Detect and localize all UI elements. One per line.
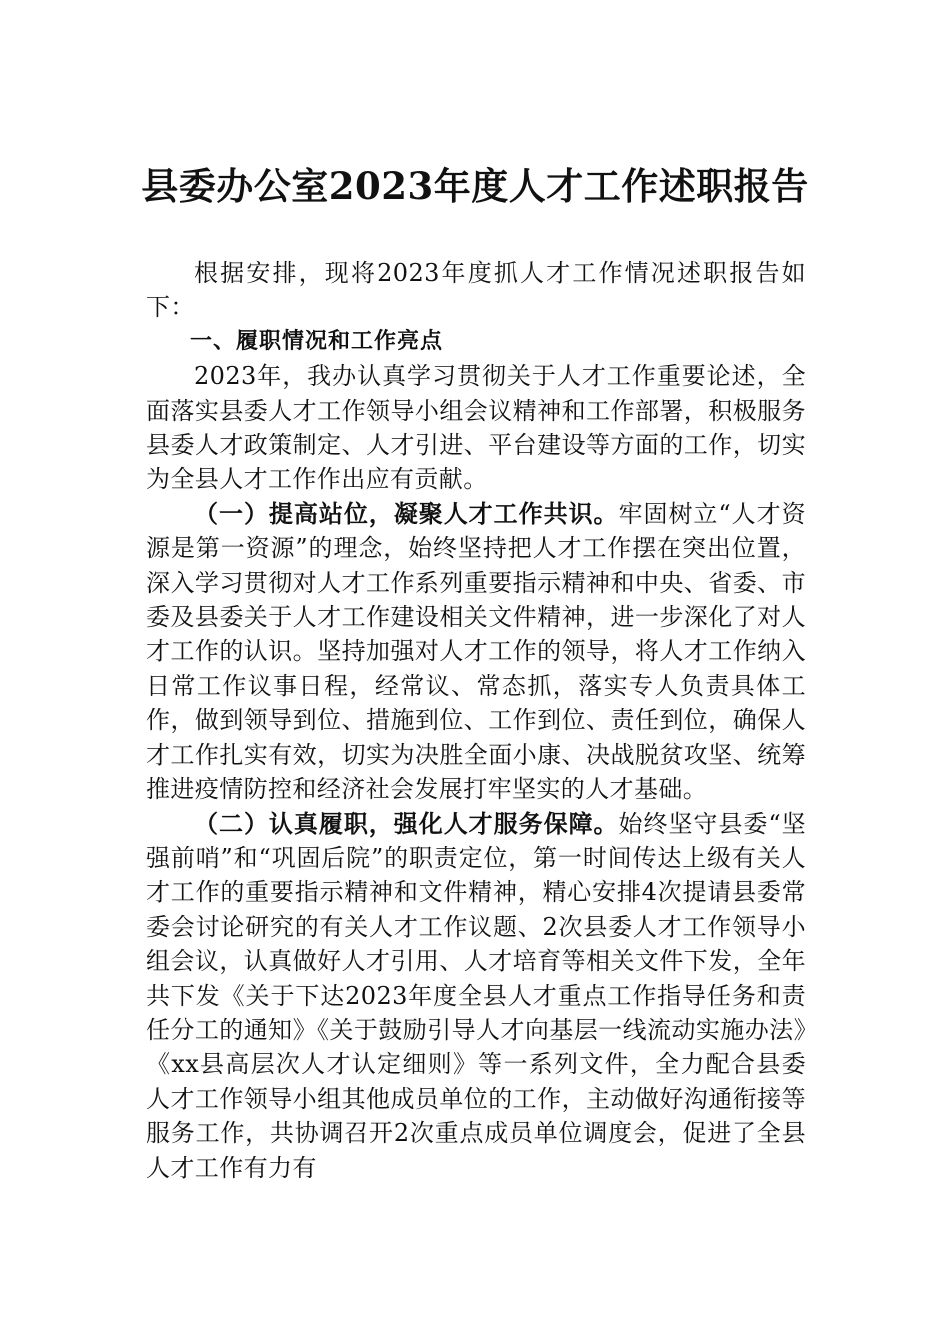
- paragraph-text: 始终坚守县委“坚强前哨”和“巩固后院”的职责定位，第一时间传达上级有关人才工作的重要指示精神和文件精神，精心安排4次提请县委常委会讨论研究的有关人才工作议题、2次县委人才工作领导小组会议，认真做好人才引用、人才培育等相关文件下发，全年共下发《关于下达2023年度全县人才重点工作指导任务和责任分工的通知》《关于鼓励引导人才向基层一线流动实施办法》《xx县高层次人才认定细则》等一系列文件，全力配合县委人才工作领导小组其他成员单位的工作，主动做好沟通衔接等服务工作，共协调召开2次重点成员单位调度会，促进了全县人才工作有力有: [146, 809, 806, 1182]
- heading-text: 一、履职情况和工作亮点: [190, 328, 444, 354]
- subsection-lead: （二）认真履职，强化人才服务保障。: [194, 808, 619, 838]
- subsection-paragraph-1: [146, 497, 806, 807]
- paragraph-text: 牢固树立“人才资源是第一资源”的理念，始终坚持把人才工作摆在突出位置，深入学习贯彻对人才工作系列重要指示精神和中央、省委、市委及县委关于人才工作建设相关文件精神，进一步深化了对人才工作的认识。坚持加强对人才工作的领导，将人才工作纳入日常工作议事日程，经常议、常态抓，落实专人负责具体工作，做到领导到位、措施到位、工作到位、责任到位，确保人才工作扎实有效，切实为决胜全面小康、决战脱贫攻坚、统筹推进疫情防控和经济社会发展打牢坚实的人才基础。: [146, 499, 806, 804]
- section-heading: [146, 325, 806, 359]
- document-body: [146, 256, 806, 1185]
- summary-paragraph: [146, 359, 806, 497]
- subsection-paragraph-2: [146, 807, 806, 1185]
- document-title: 县委办公室2023年度人才工作述职报告: [141, 164, 809, 208]
- subsection-lead: （一）提高站位，凝聚人才工作共识。: [194, 498, 619, 528]
- intro-paragraph: [146, 256, 806, 325]
- paragraph-text: 根据安排，现将2023年度抓人才工作情况述职报告如下：: [146, 259, 806, 322]
- paragraph-text: 2023年，我办认真学习贯彻关于人才工作重要论述，全面落实县委人才工作领导小组会议精神和工作部署，积极服务县委人才政策制定、人才引进、平台建设等方面的工作，切实为全县人才工作作出应有贡献。: [146, 362, 806, 494]
